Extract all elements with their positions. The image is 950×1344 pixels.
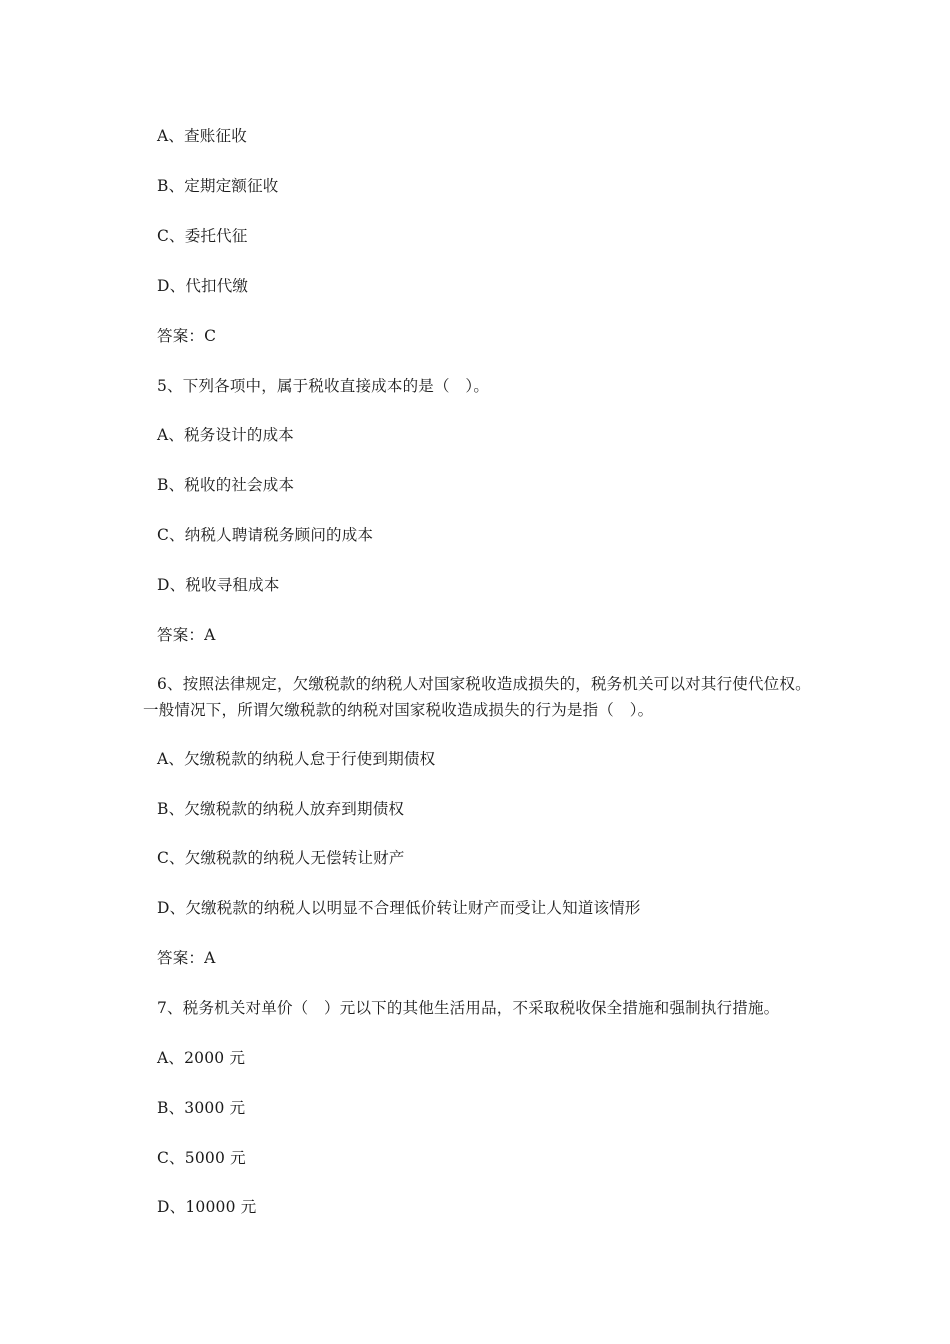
question-6: 6、按照法律规定，欠缴税款的纳税人对国家税收造成损失的，税务机关可以对其行使代位权。一般情况下，所谓欠缴税款的纳税对国家税收造成损失的行为是指（ ）。 [143,675,811,719]
answer: 答案：A [157,949,216,967]
answer: 答案：C [157,327,217,345]
option-c: C、委托代征 [157,227,248,245]
answer: 答案：A [157,626,216,644]
option-a: A、查账征收 [157,127,247,145]
option-b: B、3000 元 [157,1099,246,1117]
option-c: C、纳税人聘请税务顾问的成本 [157,526,374,544]
option-d: D、10000 元 [157,1198,257,1216]
option-a: A、税务设计的成本 [157,426,294,444]
option-b: B、欠缴税款的纳税人放弃到期债权 [157,800,405,818]
option-d: D、税收寻租成本 [157,576,280,594]
question-7: 7、税务机关对单价（ ）元以下的其他生活用品，不采取税收保全措施和强制执行措施。 [157,999,780,1017]
option-c: C、5000 元 [157,1149,246,1167]
option-c: C、欠缴税款的纳税人无偿转让财产 [157,849,405,867]
option-d: D、代扣代缴 [157,277,249,295]
option-a: A、欠缴税款的纳税人怠于行使到期债权 [157,750,436,768]
option-a: A、2000 元 [157,1049,246,1067]
question-5: 5、下列各项中，属于税收直接成本的是（ ）。 [157,377,490,395]
option-d: D、欠缴税款的纳税人以明显不合理低价转让财产而受让人知道该情形 [157,899,641,917]
option-b: B、税收的社会成本 [157,476,295,494]
option-b: B、定期定额征收 [157,177,279,195]
